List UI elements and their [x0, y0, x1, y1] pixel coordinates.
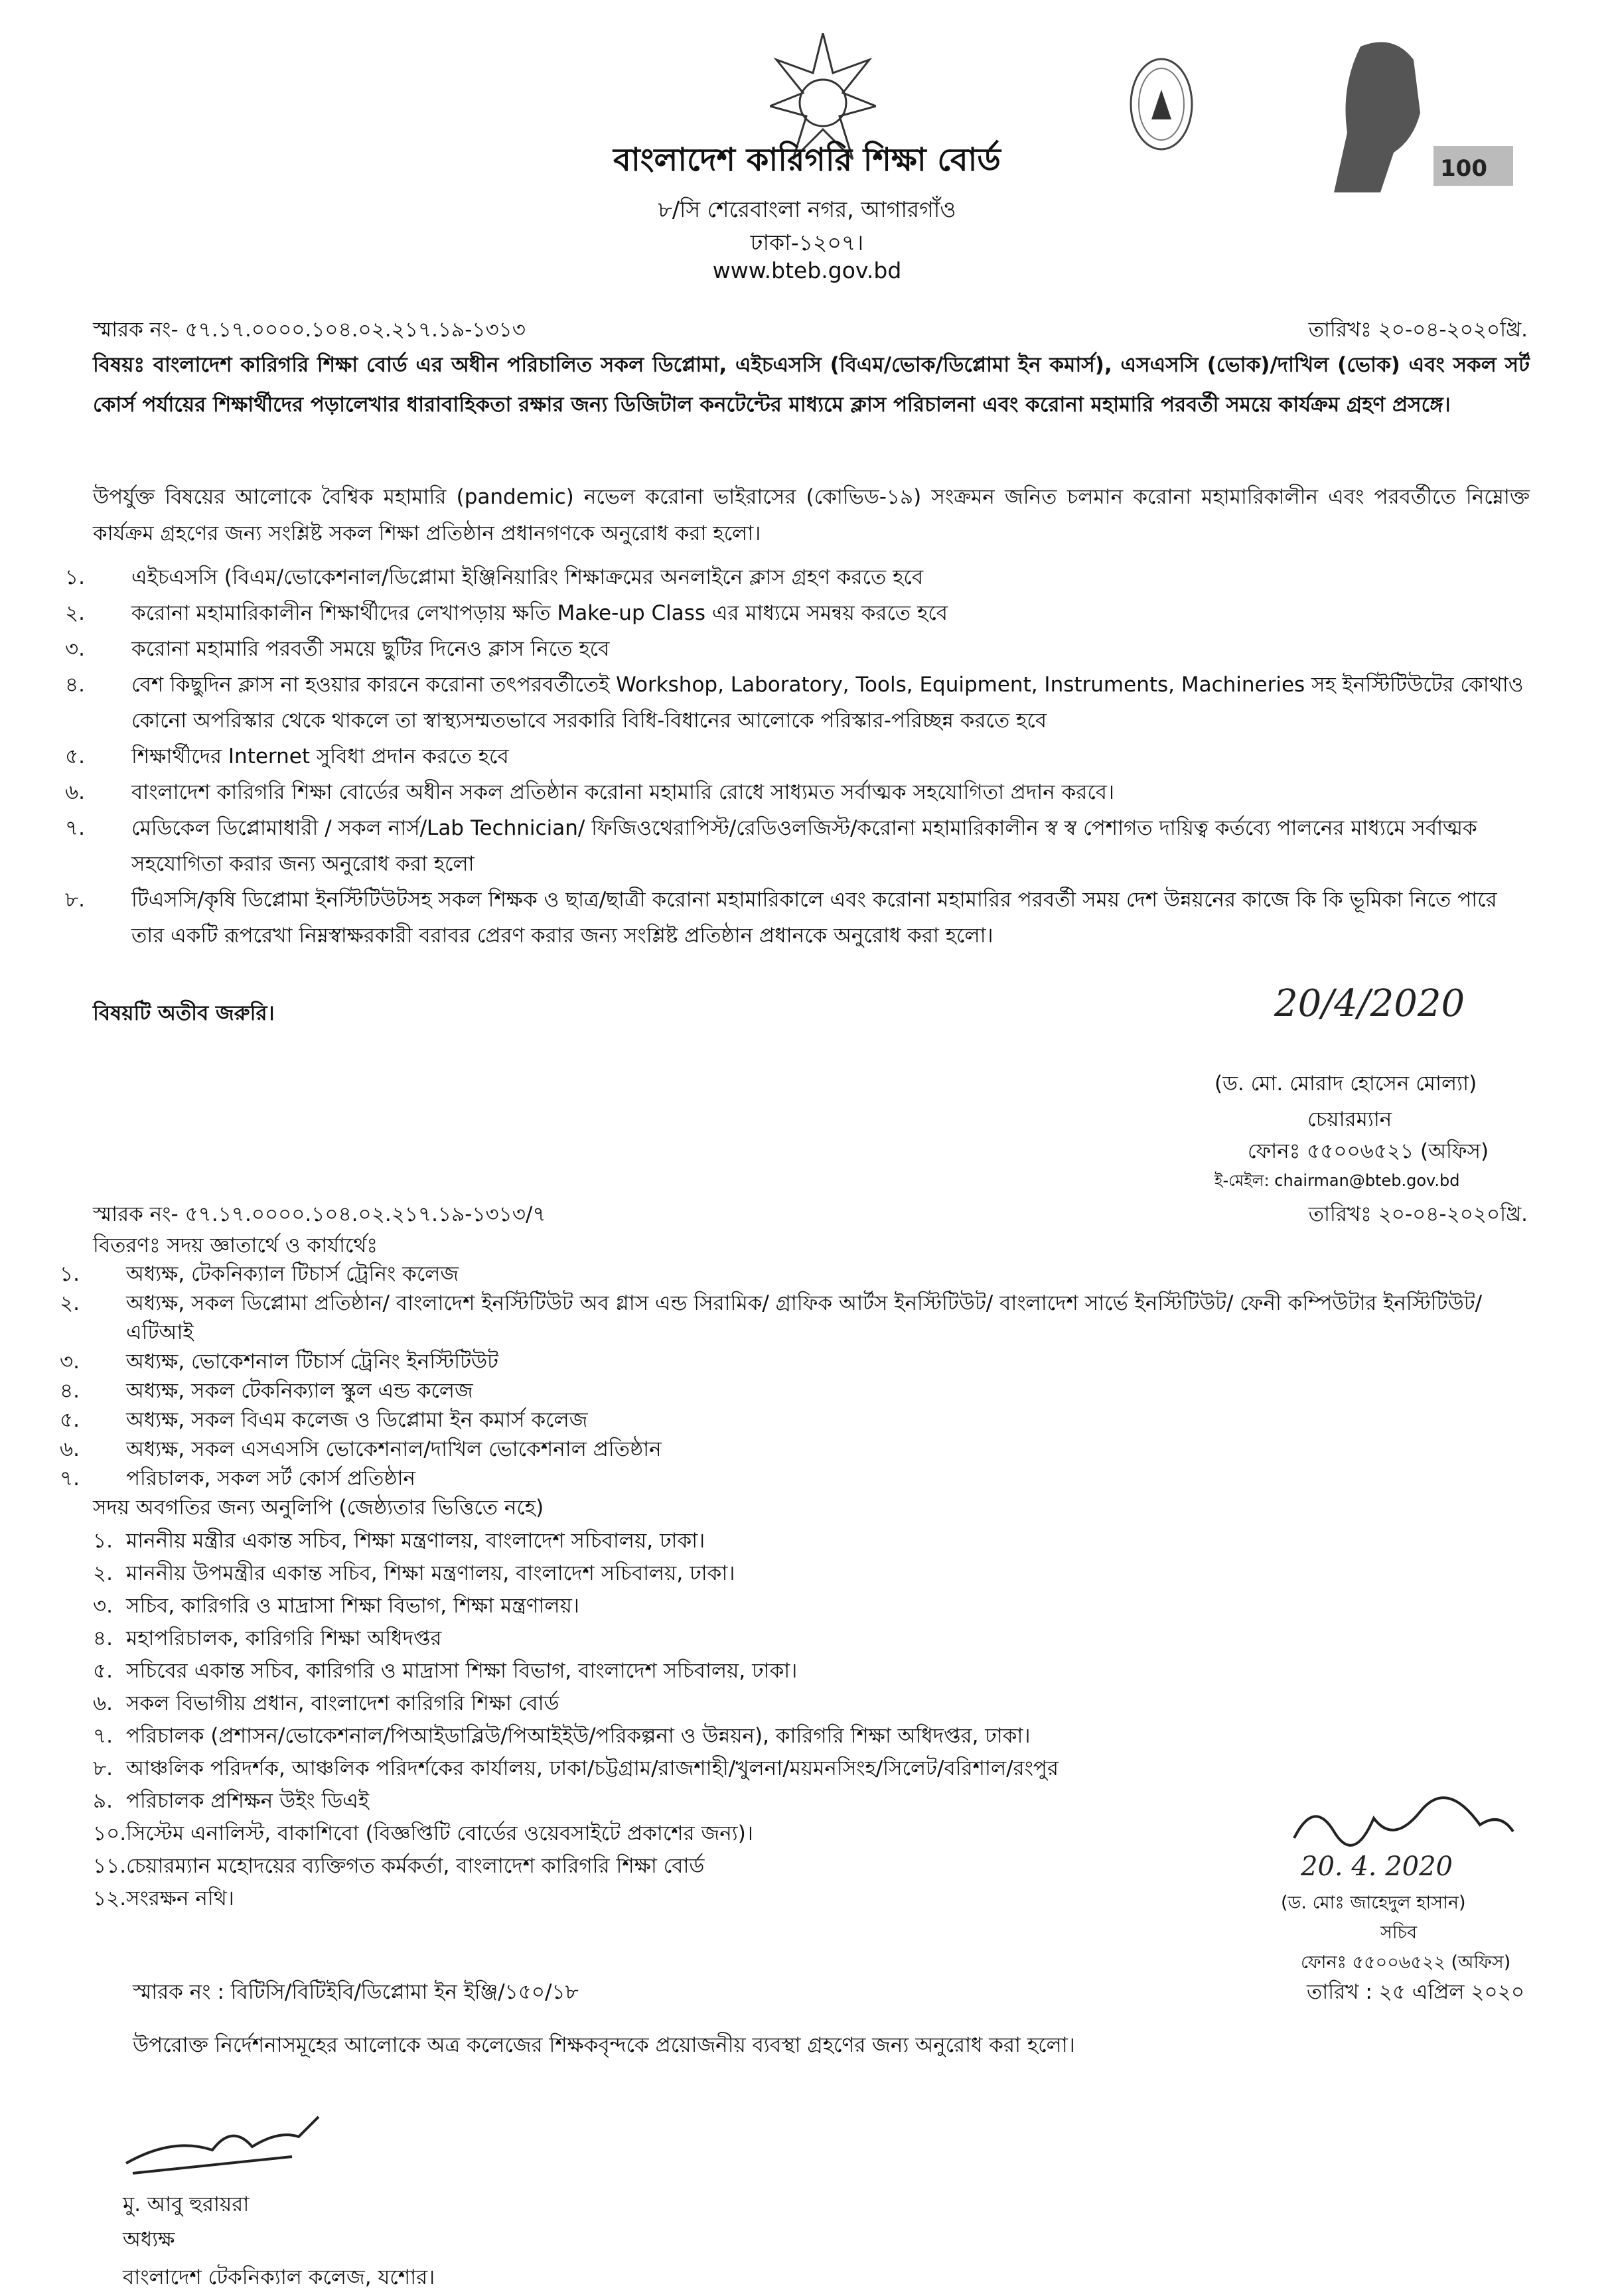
principal-title: অধ্যক্ষ [123, 2228, 175, 2252]
chairman-title: চেয়ারম্যান [1307, 1108, 1392, 1131]
list-item: ৩. সচিব, কারিগরি ও মাদ্রাসা শিক্ষা বিভাগ, শিক্ষা মন্ত্রণালয়। [93, 1594, 580, 1618]
secretary-phone: ফোনঃ ৫৫০০৬৫২২ (অফিস) [1301, 1952, 1511, 1973]
list-item: ৭. পরিচালক (প্রশাসন/ভোকেশনাল/পিআইডাব্লিউ/পিআইইউ/পরিকল্পনা ও উন্নয়ন), কারিগরি শিক্ষা অধিদপ্তর, ঢাকা। [93, 1724, 1031, 1748]
list-item: ২. করোনা মহামারিকালীন শিক্ষার্থীদের লেখাপড়ায় ক্ষতি Make-up Class এর মাধ্যমে সমন্বয় করতে হবে [65, 601, 948, 625]
list-item: ১২.সংরক্ষন নথি। [93, 1887, 234, 1910]
secretary-title: সচিব [1380, 1922, 1418, 1943]
chairman-signature: 20/4/2020 [1274, 982, 1465, 1025]
list-item: ৩. করোনা মহামারি পরবর্তী সময়ে ছুটির দিনেও ক্লাস নিতে হবে [65, 637, 610, 661]
secretary-signature-date: 20. 4. 2020 [1301, 1851, 1453, 1882]
list-item: ২. অধ্যক্ষ, সকল ডিপ্লোমা প্রতিষ্ঠান/ বাংলাদেশ ইনস্টিটিউট অব গ্লাস এন্ড সিরামিক/ গ্রাফিক আর্টস ইনস্টিটিউট/ বাংলাদেশ সার্ভে ইনস্টিটিউট/ ফেনী কম্পিউটার ইনস্টিটিউট/ এটিআই [60, 1291, 1483, 1344]
memo-date-3: তারিখ : ২৫ এপ্রিল ২০২০ [1307, 1980, 1524, 2004]
address-line-1: ৮/সি শেরেবাংলা নগর, আগারগাঁও [658, 196, 956, 222]
urgent-note: বিষয়টি অতীব জরুরি। [93, 1001, 275, 1025]
principal-signature [119, 2110, 338, 2183]
chairman-phone: ফোনঃ ৫৫০০৬৫২১ (অফিস) [1248, 1139, 1489, 1163]
svg-text:100: 100 [1440, 155, 1487, 182]
intro-paragraph: উপর্যুক্ত বিষয়ের আলোকে বৈশ্বিক মহামারি (pandemic) নভেল করোনা ভাইরাসের (কোভিড-১৯) সংক্রমন জনিত চলমান করোনা মহামারিকালীন এবং পরবর্তীতে নিম্নোক্ত কার্যক্রম গ্রহণের জন্য সংশ্লিষ্ট সকল শিক্ষা প্রতিষ্ঠান প্রধানগণকে অনুরোধ করা হলো। [93, 485, 1530, 545]
memo-number-2: স্মারক নং- ৫৭.১৭.০০০০.১০৪.০২.২১৭.১৯-১৩১৩/৭ [93, 1202, 546, 1226]
list-item: ৫. শিক্ষার্থীদের Internet সুবিধা প্রদান করতে হবে [65, 745, 509, 768]
list-item: ৩. অধ্যক্ষ, ভোকেশনাল টিচার্স ট্রেনিং ইনস্টিটিউট [60, 1350, 499, 1374]
college-instruction: উপরোক্ত নির্দেশনাসমূহের আলোকে অত্র কলেজের শিক্ষকবৃন্দকে প্রয়োজনীয় ব্যবস্থা গ্রহণের জন্য অনুরোধ করা হলো। [133, 2033, 1075, 2057]
list-item: ১. মাননীয় মন্ত্রীর একান্ত সচিব, শিক্ষা মন্ত্রণালয়, বাংলাদেশ সচিবালয়, ঢাকা। [93, 1529, 705, 1553]
list-item: ৬. সকল বিভাগীয় প্রধান, বাংলাদেশ কারিগরি শিক্ষা বোর্ড [93, 1691, 559, 1715]
list-item: ৯. পরিচালক প্রশিক্ষন উইং ডিএই [93, 1789, 370, 1813]
memo-number: স্মারক নং- ৫৭.১৭.০০০০.১০৪.০২.২১৭.১৯-১৩১৩ [93, 318, 526, 342]
list-item: ২. মাননীয় উপমন্ত্রীর একান্ত সচিব, শিক্ষা মন্ত্রণালয়, বাংলাদেশ সচিবালয়, ঢাকা। [93, 1561, 735, 1585]
list-item: ৫. অধ্যক্ষ, সকল বিএম কলেজ ও ডিপ্লোমা ইন কমার্স কলেজ [60, 1408, 588, 1432]
secretary-name: (ড. মোঃ জাহেদুল হাসান) [1281, 1893, 1466, 1913]
list-item: ৭. মেডিকেল ডিপ্লোমাধারী / সকল নার্স/Lab Technician/ ফিজিওথেরাপিস্ট/রেডিওলজিস্ট/করোনা মহামারিকালীন স্ব স্ব পেশাগত দায়িত্ব কর্তব্যে পালনের মাধ্যমে সর্বাত্মক সহযোগিতা করার জন্য অনুরোধ করা হলো [65, 816, 1477, 876]
list-item: ১. অধ্যক্ষ, টেকনিক্যাল টিচার্স ট্রেনিং কলেজ [60, 1262, 459, 1286]
institution-name: বাংলাদেশ টেকনিক্যাল কলেজ, যশোর। [123, 2265, 435, 2289]
list-item: ৬. বাংলাদেশ কারিগরি শিক্ষা বোর্ডের অধীন সকল প্রতিষ্ঠান করোনা মহামারি রোধে সাধ্যমত সর্বাত্মক সহযোগিতা প্রদান করবে। [65, 780, 1115, 804]
list-item: ১১.চেয়ারম্যান মহোদয়ের ব্যক্তিগত কর্মকর্তা, বাংলাদেশ কারিগরি শিক্ষা বোর্ড [93, 1854, 705, 1878]
memo-date-2: তারিখঃ ২০-০৪-২০২০খ্রি. [1308, 1202, 1528, 1226]
org-name: বাংলাদেশ কারিগরি শিক্ষা বোর্ড [613, 141, 1001, 179]
distribution-heading: বিতরণঃ সদয় জ্ঞাতার্থে ও কার্যার্থেঃ [93, 1234, 378, 1257]
list-item: ৭. পরিচালক, সকল সর্ট কোর্স প্রতিষ্ঠান [60, 1467, 416, 1490]
subject: বিষয়ঃ বাংলাদেশ কারিগরি শিক্ষা বোর্ড এর অধীন পরিচালিত সকল ডিপ্লোমা, এইচএসসি (বিএম/ভোক/ডিপ্লোমা ইন কমার্স), এসএসসি (ভোক)/দাখিল (ভোক) এবং সকল সর্ট কোর্স পর্যায়ের শিক্ষার্থীদের পড়ালেখার ধারাবাহিকতা রক্ষার জন্য ডিজিটাল কনটেন্টের মাধ্যমে ক্লাস পরিচালনা এবং করোনা মহামারি পরবর্তী সময়ে কার্যক্রম গ্রহণ প্রসঙ্গে। [93, 353, 1530, 417]
list-item: ৪. অধ্যক্ষ, সকল টেকনিক্যাল স্কুল এন্ড কলেজ [60, 1379, 473, 1403]
list-item: ৮. আঞ্চলিক পরিদর্শক, আঞ্চলিক পরিদর্শকের কার্যালয়, ঢাকা/চট্টগ্রাম/রাজশাহী/খুলনা/ময়মনসিংহ/সিলেট/বরিশাল/রংপুর [93, 1757, 1059, 1780]
principal-name: মু. আবু হুরায়রা [123, 2192, 250, 2216]
distribution-list [60, 1259, 1533, 1493]
address-line-2: ঢাকা-১২০৭। [750, 230, 864, 255]
list-item: ৮. টিএসসি/কৃষি ডিপ্লোমা ইনস্টিটিউটসহ সকল শিক্ষক ও ছাত্র/ছাত্রী করোনা মহামারিকালে এবং করোনা মহামারির পরবর্তী সময় দেশ উন্নয়নের কাজে কি কি ভূমিকা নিতে পারে তার একটি রূপরেখা নিম্নস্বাক্ষরকারী বরাবর প্রেরণ করার জন্য সংশ্লিষ্ট প্রতিষ্ঠান প্রধানকে অনুরোধ করা হলো। [65, 888, 1497, 948]
list-item: ৪. বেশ কিছুদিন ক্লাস না হওয়ার কারনে করোনা তৎপরবর্তীতেই Workshop, Laboratory, Tools, Equipment, Instruments, Machineries সহ ইনস্টিটিউটের কোথাও কোনো অপরিস্কার থেকে থাকলে তা স্বাস্থ্যসম্মতভাবে সরকারি বিধি-বিধানের আলোকে পরিস্কার-পরিচ্ছন্ন করতে হবে [65, 673, 1524, 733]
memo-number-3: স্মারক নং : বিটিসি/বিটিইবি/ডিপ্লোমা ইন ইঞ্জি/১৫০/১৮ [133, 1980, 579, 2004]
copy-list [93, 1525, 1354, 1915]
list-item: ১০.সিস্টেম এনালিস্ট, বাকাশিবো (বিজ্ঞপ্তিটি বোর্ডের ওয়েবসাইটে প্রকাশের জন্য)। [93, 1822, 753, 1845]
list-item: ১. এইচএসসি (বিএম/ভোকেশনাল/ডিপ্লোমা ইঞ্জিনিয়ারিং শিক্ষাক্রমের অনলাইনে ক্লাস গ্রহণ করতে হবে [65, 565, 924, 589]
memo-date: তারিখঃ ২০-০৪-২০২০খ্রি. [1308, 318, 1528, 342]
chairman-name: (ড. মো. মোরাদ হোসেন মোল্যা) [1214, 1072, 1477, 1096]
list-item: ৬. অধ্যক্ষ, সকল এসএসসি ভোকেশনাল/দাখিল ভোকেশনাল প্রতিষ্ঠান [60, 1437, 662, 1461]
website-link[interactable]: www.bteb.gov.bd [712, 257, 902, 283]
chairman-email: ই-মেইল: chairman@bteb.gov.bd [1214, 1171, 1460, 1190]
copy-heading: সদয় অবগতির জন্য অনুলিপি (জেষ্ঠ্যতার ভিত্তিতে নহে) [93, 1496, 544, 1520]
instruction-list [65, 559, 1532, 954]
list-item: ৫. সচিবের একান্ত সচিব, কারিগরি ও মাদ্রাসা শিক্ষা বিভাগ, বাংলাদেশ সচিবালয়, ঢাকা। [93, 1659, 798, 1683]
list-item: ৪. মহাপরিচালক, কারিগরি শিক্ষা অধিদপ্তর [93, 1626, 442, 1650]
